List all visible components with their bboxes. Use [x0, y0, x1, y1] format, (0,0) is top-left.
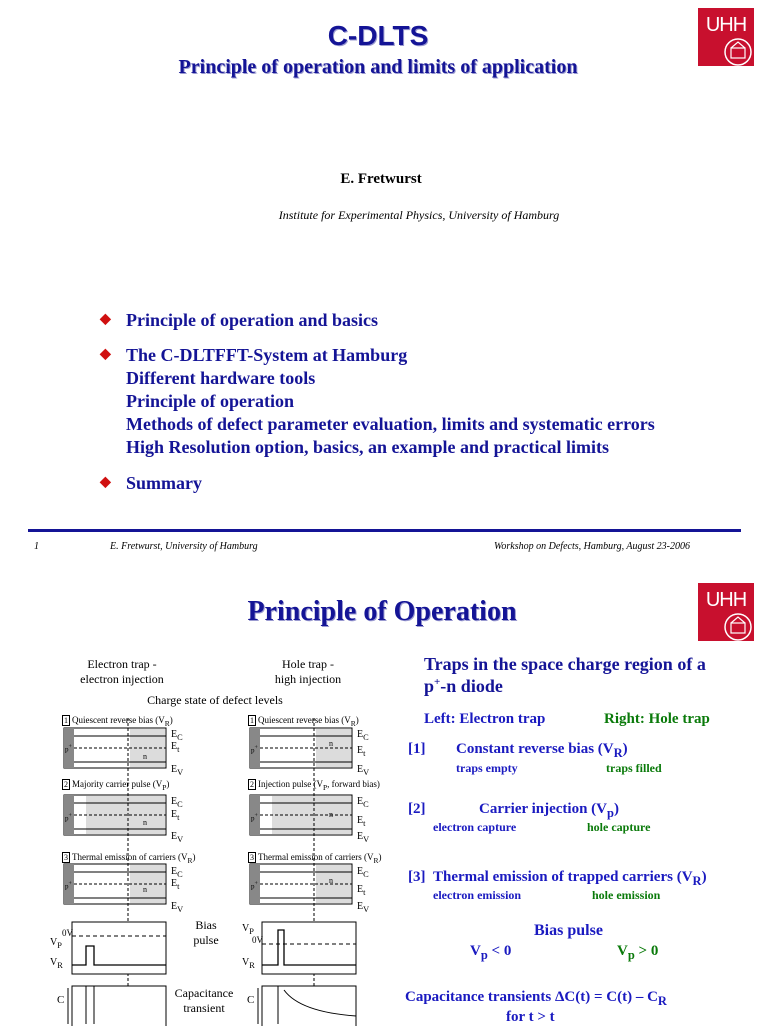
ev-label: $E_V$ — [171, 764, 184, 777]
vp-negative: $V_p < 0$ — [470, 943, 512, 962]
slide-title: C-DLTS — [327, 20, 429, 51]
charge-state-heading: Charge state of defect levels — [147, 693, 283, 707]
ev-label: $E_V$ — [171, 831, 184, 844]
sub-bullet: Methods of defect parameter evaluation, limits and systematic errors — [126, 414, 655, 434]
p-plus-label: p+ — [251, 745, 258, 755]
et-label: $E_t$ — [171, 878, 180, 891]
panel-label: 3 Thermal emission of carriers $(V_R)$ — [64, 852, 196, 865]
ec-label: $E_C$ — [171, 729, 183, 742]
panel-label: 1 Quiescent reverse bias $(V_R)$ — [250, 715, 359, 728]
footer-event: Workshop on Defects, Hamburg, August 23-2006 — [494, 541, 691, 552]
et-label: $E_t$ — [171, 741, 180, 754]
ev-label: $E_V$ — [357, 831, 370, 844]
vr-label: $V_R$ — [242, 957, 255, 970]
panel-label: 2 Majority carrier pulse $(V_P)$ — [64, 779, 170, 792]
zero-volt-label: 0V — [252, 935, 263, 945]
p-plus-label: p+ — [251, 813, 258, 823]
sub-bullet: Principle of operation — [126, 391, 294, 411]
ec-label: $E_C$ — [357, 796, 369, 809]
ec-label: $E_C$ — [171, 796, 183, 809]
ev-label: $E_V$ — [171, 901, 184, 914]
step3-number: [3] — [408, 869, 426, 885]
diamond-bullet-icon: ◆ — [100, 347, 111, 362]
footer-page-number: 1 — [34, 541, 39, 552]
panel-label: 2 Injection pulse ($V_P$, forward bias) — [250, 779, 380, 792]
p-plus-label: p+ — [65, 813, 72, 823]
step3-right: hole emission — [592, 888, 661, 902]
ec-label: $E_C$ — [171, 866, 183, 879]
vp-label: $V_P$ — [242, 923, 254, 936]
sub-bullet: Different hardware tools — [126, 368, 316, 388]
diamond-bullet-icon: ◆ — [100, 312, 111, 327]
heading-line: Hole trap - — [282, 657, 334, 671]
vr-label: $V_R$ — [50, 957, 63, 970]
et-label: $E_t$ — [357, 884, 366, 897]
n-label: n — [329, 810, 333, 819]
panel-label: 3 Thermal emission of carriers $(V_R)$ — [250, 852, 382, 865]
zero-volt-label: 0V — [62, 928, 73, 938]
ev-label: $E_V$ — [357, 901, 370, 914]
label-line: Capacitance — [174, 986, 234, 1000]
traps-heading-line2: p+-n diode — [424, 676, 503, 696]
n-label: n — [143, 752, 147, 761]
left-electron-trap: Left: Electron trap — [424, 711, 546, 727]
step2-number: [2] — [408, 801, 426, 817]
slide2-title: Principle of Operation — [247, 596, 517, 627]
bias-box-right — [262, 922, 356, 974]
ev-label: $E_V$ — [357, 764, 370, 777]
traps-heading-line1: Traps in the space charge region of a — [424, 654, 706, 674]
bullet-text: The C-DLTFFT-System at Hamburg — [126, 345, 408, 365]
institute: Institute for Experimental Physics, University of Hamburg — [278, 208, 560, 222]
label-line: transient — [183, 1001, 225, 1015]
bias-pulse-title: Bias pulse — [534, 922, 603, 939]
step1-text: Constant reverse bias $(V_R)$ — [456, 741, 628, 760]
p-plus-label: p+ — [65, 744, 72, 754]
step1-number: [1] — [408, 741, 426, 757]
p-plus-label: p+ — [65, 881, 72, 891]
heading-line: electron injection — [80, 672, 164, 686]
step3-left: electron emission — [433, 888, 522, 902]
author: E. Fretwurst — [340, 171, 422, 187]
heading-line: Electron trap - — [87, 657, 157, 671]
p-plus-label: p+ — [251, 881, 258, 891]
n-label: n — [143, 818, 147, 827]
et-label: $E_t$ — [357, 745, 366, 758]
footer-author: E. Fretwurst, University of Hamburg — [110, 541, 258, 552]
sub-bullet: High Resolution option, basics, an example and practical limits — [126, 437, 610, 457]
vp-label: $V_P$ — [50, 937, 62, 950]
for-t-condition: for t > t — [506, 1009, 555, 1025]
bullet-text: Summary — [126, 473, 202, 493]
capacitance-transient-label — [172, 986, 236, 1016]
diamond-bullet-icon: ◆ — [100, 475, 111, 490]
step2-text: Carrier injection $(V_p)$ — [479, 801, 619, 820]
bias-pulse-label — [184, 918, 228, 948]
et-label: $E_t$ — [357, 815, 366, 828]
step3-text: Thermal emission of trapped carriers $(V_R)$ — [433, 869, 707, 888]
logo-text: UHH — [705, 14, 747, 36]
bullet-text: Principle of operation and basics — [126, 310, 379, 330]
ec-label: $E_C$ — [357, 729, 369, 742]
label-line: Bias — [195, 918, 217, 932]
step1-right: traps filled — [606, 761, 662, 775]
c-axis-label: C — [247, 994, 255, 1006]
step2-left: electron capture — [433, 820, 517, 834]
capacitance-transient-formula: Capacitance transients $\Delta C(t) = C(t) - C_R$ — [405, 989, 667, 1008]
c-axis-label: C — [57, 994, 65, 1006]
vp-positive: $V_p > 0$ — [617, 943, 659, 962]
et-label: $E_t$ — [171, 809, 180, 822]
step1-left: traps empty — [456, 761, 518, 775]
panel-label: 1 Quiescent reverse bias $(V_R)$ — [64, 715, 173, 728]
cap-box-right — [262, 986, 356, 1026]
ec-label: $E_C$ — [357, 866, 369, 879]
label-line: pulse — [193, 933, 219, 947]
step2-right: hole capture — [587, 820, 651, 834]
n-label: n — [329, 739, 333, 748]
n-label: n — [329, 876, 333, 885]
slide-subtitle: Principle of operation and limits of application — [178, 56, 578, 78]
right-hole-trap: Right: Hole trap — [604, 711, 710, 727]
logo-text: UHH — [705, 589, 747, 611]
heading-line: high injection — [274, 672, 342, 686]
n-label: n — [143, 885, 147, 894]
